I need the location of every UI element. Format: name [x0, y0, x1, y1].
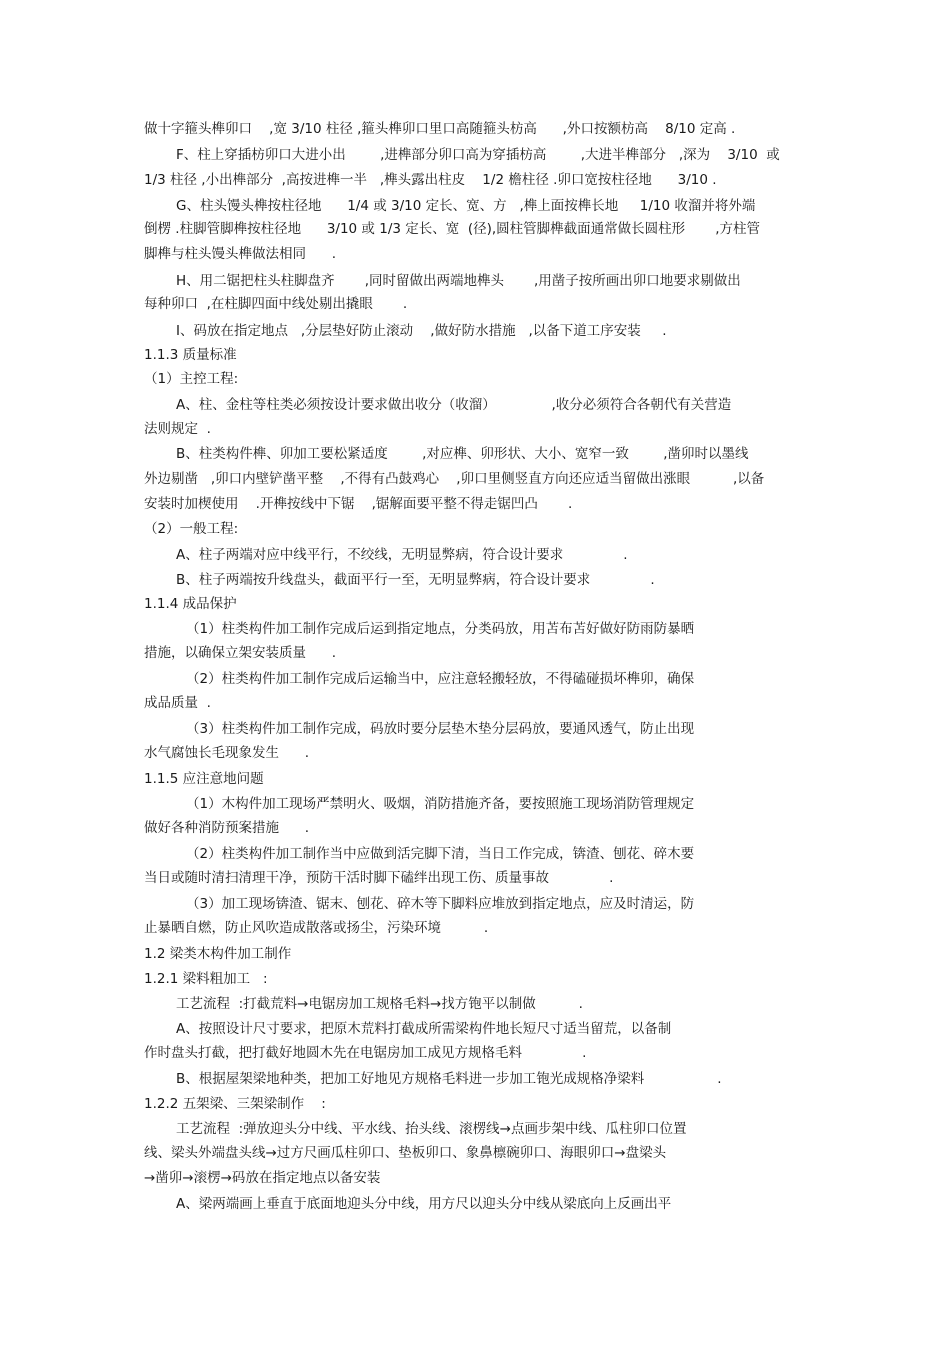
text-line: 工艺流程 :弹放迎头分中线、平水线、抬头线、滚楞线→点画步架中线、瓜柱卯口位置: [176, 1121, 687, 1137]
text-line: 安装时加楔使用 .开榫按线中下锯 ,锯解面要平整不得走锯凹凸 .: [144, 496, 573, 512]
section-heading: 1.2.1 梁料粗加工 :: [144, 971, 268, 987]
text-line: （2）一般工程:: [144, 521, 239, 537]
text-line: B、根据屋架梁地种类，把加工好地见方规格毛料进一步加工铇光成规格净梁料 .: [176, 1071, 722, 1087]
text-line: A、柱子两端对应中线平行，不绞线，无明显弊病，符合设计要求 .: [176, 547, 628, 563]
text-line: B、柱子两端按升线盘头，截面平行一至，无明显弊病，符合设计要求 .: [176, 572, 655, 588]
text-line: 作时盘头打截，把打截好地圆木先在电锯房加工成见方规格毛料 .: [144, 1045, 587, 1061]
section-heading: 1.1.3 质量标准: [144, 347, 237, 363]
text-line: I、码放在指定地点 ,分层垫好防止滚动 ,做好防水措施 ,以备下道工序安装 .: [176, 323, 667, 339]
text-line: A、柱、金柱等柱类必须按设计要求做出收分（收溜） ,收分必须符合各朝代有关营造: [176, 397, 732, 413]
text-line: A、梁两端画上垂直于底面地迎头分中线，用方尺以迎头分中线从梁底向上反画出平: [176, 1196, 672, 1212]
text-line: 做好各种消防预案措施 .: [144, 820, 310, 836]
section-heading: 1.2 梁类木构件加工制作: [144, 946, 292, 962]
text-line: （2）柱类构件加工制作完成后运输当中，应注意轻搬轻放，不得磕碰损坏榫卯，确保: [186, 671, 695, 687]
text-line: →凿卯→滚楞→码放在指定地点以备安装: [144, 1170, 381, 1186]
text-line: A、按照设计尺寸要求，把原木荒料打截成所需梁构件地长短尺寸适当留荒，以备制: [176, 1021, 672, 1037]
text-line: B、柱类构件榫、卯加工要松紧适度 ,对应榫、卯形状、大小、宽窄一致 ,凿卯时以墨线: [176, 446, 749, 462]
section-heading: 1.1.4 成品保护: [144, 596, 237, 612]
text-line: H、用二锯把柱头柱脚盘齐 ,同时留做出两端地榫头 ,用凿子按所画出卯口地要求剔做出: [176, 273, 741, 289]
text-line: 倒楞 .柱脚管脚榫按柱径地 3/10 或 1/3 定长、宽 (径),圆柱管脚榫截面通常做长圆柱形 ,方柱管: [144, 221, 760, 237]
text-line: 外边剔凿 ,卯口内壁铲凿平整 ,不得有凸鼓鸡心 ,卯口里侧竖直方向还应适当留做出涨眼 ,以备: [144, 471, 765, 487]
text-line: （1）柱类构件加工制作完成后运到指定地点，分类码放，用苫布苫好做好防雨防暴晒: [186, 621, 695, 637]
text-line: （1）木构件加工现场严禁明火、吸烟，消防措施齐备，要按照施工现场消防管理规定: [186, 796, 695, 812]
text-line: 成品质量 .: [144, 695, 211, 711]
section-heading: 1.1.5 应注意地问题: [144, 771, 264, 787]
text-line: 线、梁头外端盘头线→过方尺画瓜柱卯口、垫板卯口、象鼻檩碗卯口、海眼卯口→盘梁头: [144, 1145, 667, 1161]
section-heading: 1.2.2 五架梁、三架梁制作 :: [144, 1096, 326, 1112]
text-line: （3）加工现场锛渣、锯末、刨花、碎木等下脚料应堆放到指定地点，应及时清运，防: [186, 896, 695, 912]
text-line: 当日或随时清扫清理干净，预防干活时脚下磕绊出现工伤、质量事故 .: [144, 870, 614, 886]
text-line: 做十字箍头榫卯口 ,宽 3/10 柱径 ,箍头榫卯口里口高随箍头枋高 ,外口按额枋高 8/10 定高 .: [144, 121, 736, 137]
text-line: 脚榫与柱头馒头榫做法相同 .: [144, 246, 337, 262]
text-line: （1）主控工程:: [144, 371, 239, 387]
text-line: F、柱上穿插枋卯口大进小出 ,进榫部分卯口高为穿插枋高 ,大进半榫部分 ,深为 3/10 或: [176, 147, 780, 163]
text-line: 法则规定 .: [144, 421, 211, 437]
text-line: 止暴晒自燃，防止风吹造成散落或扬尘，污染环境 .: [144, 920, 489, 936]
text-line: 水气腐蚀长毛现象发生 .: [144, 745, 310, 761]
text-line: G、柱头馒头榫按柱径地 1/4 或 3/10 定长、宽、方 ,榫上面按榫长地 1/10 收溜并将外端: [176, 198, 756, 214]
text-line: 1/3 柱径 ,小出榫部分 ,高按进榫一半 ,榫头露出柱皮 1/2 檐柱径 .卯口宽按柱径地 3/10 .: [144, 172, 717, 188]
text-line: 措施，以确保立架安装质量 .: [144, 645, 337, 661]
text-line: （2）柱类构件加工制作当中应做到活完脚下清，当日工作完成，锛渣、刨花、碎木要: [186, 846, 695, 862]
text-line: 工艺流程 :打截荒料→电锯房加工规格毛料→找方铇平以制做 .: [176, 996, 583, 1012]
text-line: 每种卯口 ,在柱脚四面中线处剔出撬眼 .: [144, 296, 408, 312]
text-line: （3）柱类构件加工制作完成，码放时要分层垫木垫分层码放，要通风透气，防止出现: [186, 721, 695, 737]
